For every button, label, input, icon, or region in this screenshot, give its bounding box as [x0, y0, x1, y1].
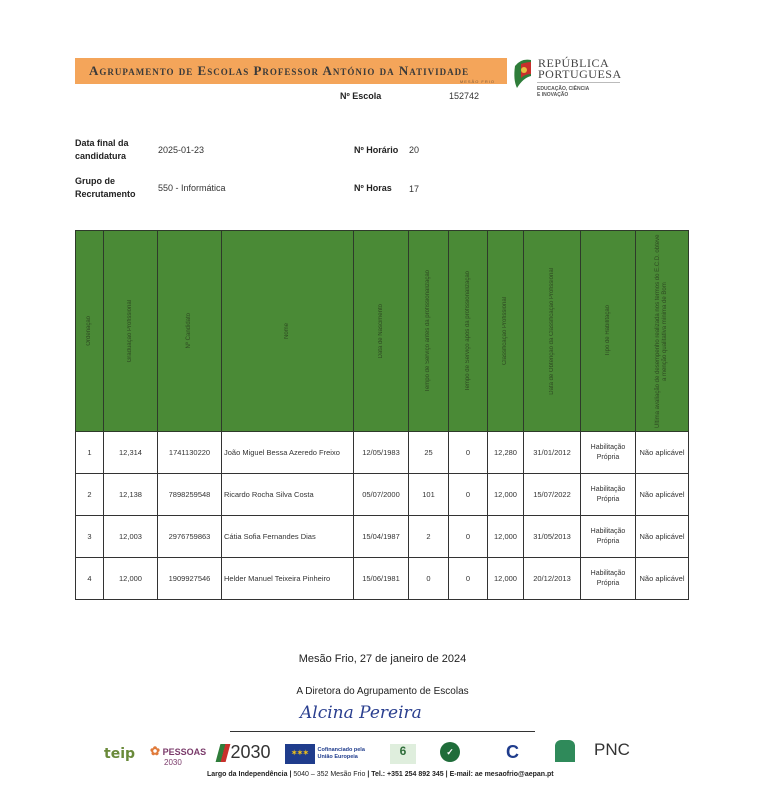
cell-ordenacao: 4	[76, 558, 104, 600]
signatory-role: A Diretora do Agrupamento de Escolas	[296, 686, 469, 697]
portugal-flag-icon	[216, 744, 231, 762]
pessoas-year: 2030	[164, 758, 182, 767]
cell-candidato: 7898259548	[158, 474, 222, 516]
school-name: Agrupamento de Escolas Professor António da Natividade	[89, 63, 470, 78]
cell-ordenacao: 2	[76, 474, 104, 516]
gov-title-line1: REPÚBLICA	[538, 56, 610, 70]
header-cell	[524, 231, 581, 432]
gov-title-line2: PORTUGUESA	[538, 67, 622, 81]
teip-logo: teip	[104, 746, 136, 762]
header-cell	[104, 231, 158, 432]
header-avaliacao: Última avaliação de desempenho realizada nos termos do E.C.D. obteve a menção qualitativa mínima de Bom	[655, 234, 668, 428]
table-row	[76, 558, 689, 600]
deadline-value: 2025-01-23	[158, 145, 205, 155]
cell-servico-apos: 0	[449, 516, 488, 558]
portugal2030-logo	[218, 742, 271, 763]
cell-avaliacao: Não aplicável	[636, 516, 689, 558]
group-label: Grupo de Recrutamento	[75, 176, 136, 199]
header-cell	[409, 231, 449, 432]
school-banner	[75, 58, 507, 84]
cell-avaliacao: Não aplicável	[636, 558, 689, 600]
footer-phone: Tel.: +351 254 892 345	[371, 771, 444, 778]
signature: Alcina Pereira	[300, 703, 422, 723]
portugal2030-label: 2030	[230, 742, 271, 762]
cell-ordenacao: 3	[76, 516, 104, 558]
cell-data-classificacao: 31/01/2012	[524, 432, 581, 474]
footer-email[interactable]: E-mail: ae mesaofrio@aepan.pt	[449, 771, 554, 778]
cell-graduacao: 12,003	[104, 516, 158, 558]
cell-data-classificacao: 15/07/2022	[524, 474, 581, 516]
cell-habilitacao: Habilitação Própria	[581, 516, 636, 558]
table-header-row	[76, 231, 689, 432]
header-data-classificacao: Data de Obtenção da Classificação Profissional	[548, 267, 555, 395]
hours-value: 17	[409, 184, 420, 194]
cell-graduacao: 12,000	[104, 558, 158, 600]
cell-nome: Ricardo Rocha Silva Costa	[222, 474, 354, 516]
cell-candidato: 1741130220	[158, 432, 222, 474]
cell-habilitacao: Habilitação Própria	[581, 432, 636, 474]
gov-title	[538, 58, 622, 80]
cell-nome: Cátia Sofia Fernandes Dias	[222, 516, 354, 558]
cell-servico-antes: 101	[409, 474, 449, 516]
header-cell	[449, 231, 488, 432]
cell-nome: Helder Manuel Teixeira Pinheiro	[222, 558, 354, 600]
cell-servico-apos: 0	[449, 558, 488, 600]
table-row	[76, 474, 689, 516]
cell-habilitacao: Habilitação Própria	[581, 558, 636, 600]
cell-candidato: 2976759863	[158, 516, 222, 558]
cell-candidato: 1909927546	[158, 558, 222, 600]
cell-nascimento: 12/05/1983	[354, 432, 409, 474]
table-row	[76, 432, 689, 474]
header-cell	[354, 231, 409, 432]
gov-ministry-line2: E INOVAÇÃO	[537, 92, 569, 98]
place-date: Mesão Frio, 27 de janeiro de 2024	[298, 653, 467, 665]
cell-habilitacao: Habilitação Própria	[581, 474, 636, 516]
header-cell	[636, 231, 689, 432]
group-value: 550 - Informática	[158, 183, 226, 193]
check-badge-icon: ✓	[440, 742, 460, 762]
header-habilitacao: Tipo de Habilitação	[604, 305, 611, 357]
cell-data-classificacao: 20/12/2013	[524, 558, 581, 600]
deadline-label: Data final da candidatura	[75, 138, 129, 161]
header-candidato: Nº Candidato	[186, 313, 192, 349]
cell-classificacao: 12,000	[488, 474, 524, 516]
award-6-logo: 6	[390, 744, 416, 764]
header-nome: Nome	[284, 322, 290, 339]
cell-avaliacao: Não aplicável	[636, 432, 689, 474]
eco-escolas-logo	[555, 740, 575, 762]
eu-text	[318, 747, 365, 761]
eu-cofinancing-logo	[285, 744, 365, 764]
cell-servico-antes: 0	[409, 558, 449, 600]
cell-servico-antes: 25	[409, 432, 449, 474]
schedule-label: Nº Horário	[354, 145, 399, 155]
cell-nome: João Miguel Bessa Azeredo Freixo	[222, 432, 354, 474]
cell-nascimento: 05/07/2000	[354, 474, 409, 516]
gov-ministry	[537, 86, 589, 98]
cell-servico-antes: 2	[409, 516, 449, 558]
signature-line	[230, 731, 535, 732]
school-location: MESÃO FRIO	[459, 79, 495, 84]
pessoas-flower-icon: ✿	[150, 744, 161, 758]
cell-graduacao: 12,314	[104, 432, 158, 474]
clube-ciencia-logo: C	[506, 742, 519, 762]
eu-text-line2: União Europeia	[317, 754, 358, 760]
cell-servico-apos: 0	[449, 432, 488, 474]
ranking-table	[75, 230, 689, 600]
footer-address: Largo da Independência	[207, 771, 288, 778]
header-cell	[158, 231, 222, 432]
cell-data-classificacao: 31/05/2013	[524, 516, 581, 558]
gov-divider	[537, 82, 620, 83]
eu-flag-icon: ✶✶✶	[285, 744, 315, 764]
school-no-value: 152742	[449, 91, 480, 101]
cell-classificacao: 12,280	[488, 432, 524, 474]
partner-logos	[100, 740, 640, 772]
republica-portuguesa-emblem-icon	[511, 58, 533, 90]
header-cell	[581, 231, 636, 432]
header-classificacao: Classificação Profissional	[502, 296, 508, 366]
gov-ministry-line1: EDUCAÇÃO, CIÊNCIA	[537, 86, 590, 92]
cell-nascimento: 15/06/1981	[354, 558, 409, 600]
cell-ordenacao: 1	[76, 432, 104, 474]
pessoas-logo	[150, 744, 206, 767]
header-servico-antes: Tempo de Serviço antes da profissionalização	[425, 269, 431, 393]
school-no-label: Nº Escola	[340, 91, 382, 101]
header-graduacao: Graduação Profissional	[127, 299, 133, 363]
table-row	[76, 516, 689, 558]
cell-classificacao: 12,000	[488, 558, 524, 600]
footer-postal: 5040 – 352 Mesão Frio	[293, 771, 366, 778]
cell-classificacao: 12,000	[488, 516, 524, 558]
eu-text-line1: Cofinanciado pela	[317, 747, 365, 753]
header-cell	[76, 231, 104, 432]
header-nascimento: Data de Nascimento	[377, 303, 384, 359]
hours-label: Nº Horas	[354, 183, 392, 193]
footer-contact: Largo da Independência | 5040 – 352 Mesão Frio | Tel.: +351 254 892 345 | E-mail: ae mesaofrio@aepan.pt	[207, 771, 554, 778]
cell-graduacao: 12,138	[104, 474, 158, 516]
cell-servico-apos: 0	[449, 474, 488, 516]
header-servico-apos: Tempo de Serviço após da profissionalização	[464, 270, 471, 392]
header-ordenacao: Ordenação	[86, 316, 92, 346]
header-cell	[488, 231, 524, 432]
pessoas-label: PESSOAS	[162, 747, 207, 757]
cell-avaliacao: Não aplicável	[636, 474, 689, 516]
header-cell	[222, 231, 354, 432]
schedule-value: 20	[409, 145, 420, 155]
cell-nascimento: 15/04/1987	[354, 516, 409, 558]
pnc-logo: PNC	[594, 740, 630, 759]
